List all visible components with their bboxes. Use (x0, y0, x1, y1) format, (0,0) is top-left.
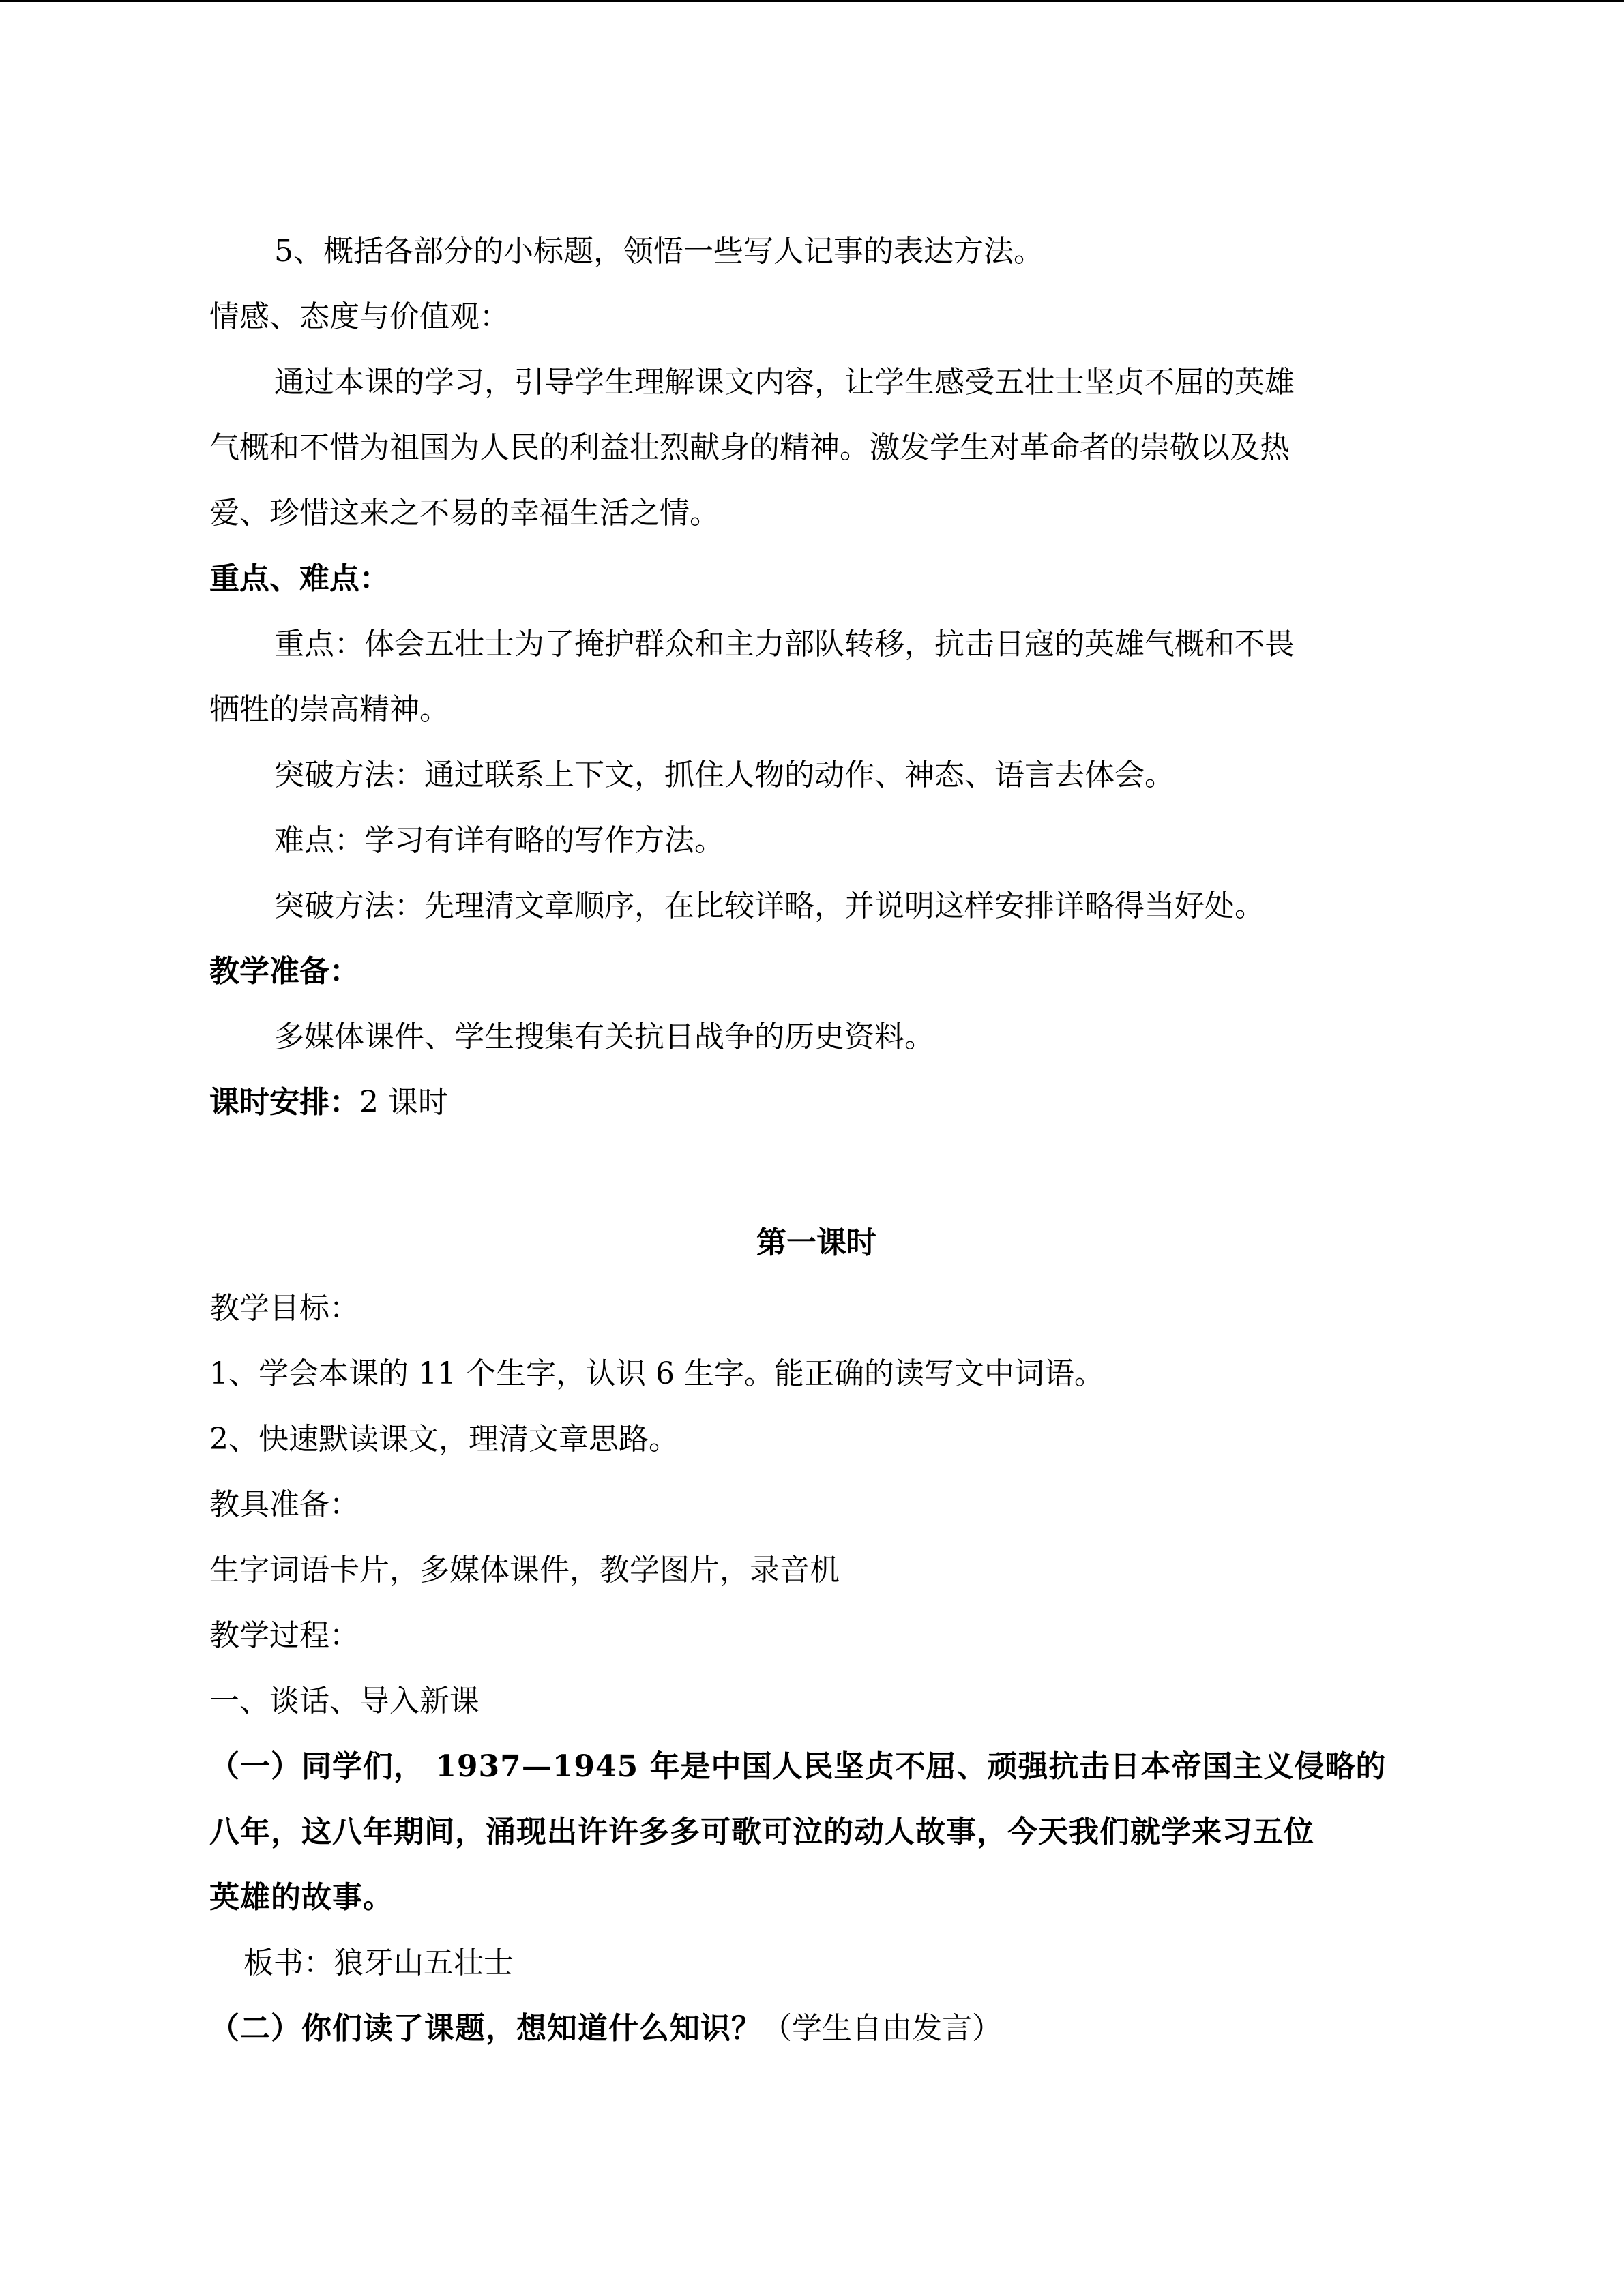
lesson-title: 第一课时 (756, 1225, 876, 1260)
lesson-goal-2: 2、快速默读课文，理清文章思路。 (209, 1422, 679, 1457)
schedule-line (209, 1070, 1423, 1135)
document-body (209, 219, 1423, 2061)
emotion-heading: 情感、态度与价值观： (209, 299, 510, 334)
emotion-paragraph-line-2: 气概和不惜为祖国为人民的利益壮烈献身的精神。激发学生对革命者的崇敬以及热 (209, 430, 1290, 465)
section-gap (209, 1135, 1423, 1210)
part-1-line-1: （一）同学们， 1937—1945 年是中国人民坚贞不屈、顽强抗击日本帝国主义侵略的 (209, 1749, 1387, 1784)
tools-heading: 教具准备： (209, 1487, 359, 1522)
part-1-line-3: 英雄的故事。 (209, 1880, 394, 1915)
preparation-heading: 教学准备： (209, 954, 359, 989)
preparation-text: 多媒体课件、学生搜集有关抗日战争的历史资料。 (274, 1019, 934, 1054)
key-point-line-2: 牺牲的崇高精神。 (209, 692, 449, 727)
tools-text: 生字词语卡片，多媒体课件，教学图片，录音机 (209, 1553, 840, 1587)
part-2-line (209, 1996, 1423, 2061)
key-point-line-1: 重点：体会五壮士为了掩护群众和主力部队转移，抗击日寇的英雄气概和不畏 (274, 627, 1295, 661)
key-point-method: 突破方法：通过联系上下文，抓住人物的动作、神态、语言去体会。 (274, 758, 1175, 792)
part-1-line-2: 八年，这八年期间，涌现出许许多多可歌可泣的动人故事，今天我们就学来习五位 (209, 1815, 1314, 1849)
process-heading: 教学过程： (209, 1618, 359, 1653)
part-2-question: （二）你们读了课题，想知道什么知识？ (209, 2011, 762, 2046)
schedule-value: 2 课时 (359, 1085, 448, 1120)
key-points-heading: 重点、难点： (209, 561, 389, 596)
lesson-goal-1: 1、学会本课的 11 个生字，认识 6 生字。能正确的读写文中词语。 (209, 1356, 1104, 1391)
emotion-paragraph-line-3: 爱、珍惜这来之不易的幸福生活之情。 (209, 496, 720, 531)
schedule-label: 课时安排： (209, 1085, 359, 1120)
step-1-heading: 一、谈话、导入新课 (209, 1684, 479, 1718)
part-2-note: （学生自由发言） (762, 2011, 1002, 2046)
emotion-paragraph-line-1: 通过本课的学习，引导学生理解课文内容，让学生感受五壮士坚贞不屈的英雄 (274, 365, 1295, 400)
difficulty-point: 难点：学习有详有略的写作方法。 (274, 823, 724, 858)
lesson-goals-heading: 教学目标： (209, 1291, 359, 1326)
difficulty-method: 突破方法：先理清文章顺序，在比较详略，并说明这样安排详略得当好处。 (274, 889, 1265, 923)
board-writing: 板书：狼牙山五壮士 (243, 1945, 514, 1980)
objective-item-5: 5、概括各部分的小标题，领悟一些写人记事的表达方法。 (274, 234, 1044, 269)
